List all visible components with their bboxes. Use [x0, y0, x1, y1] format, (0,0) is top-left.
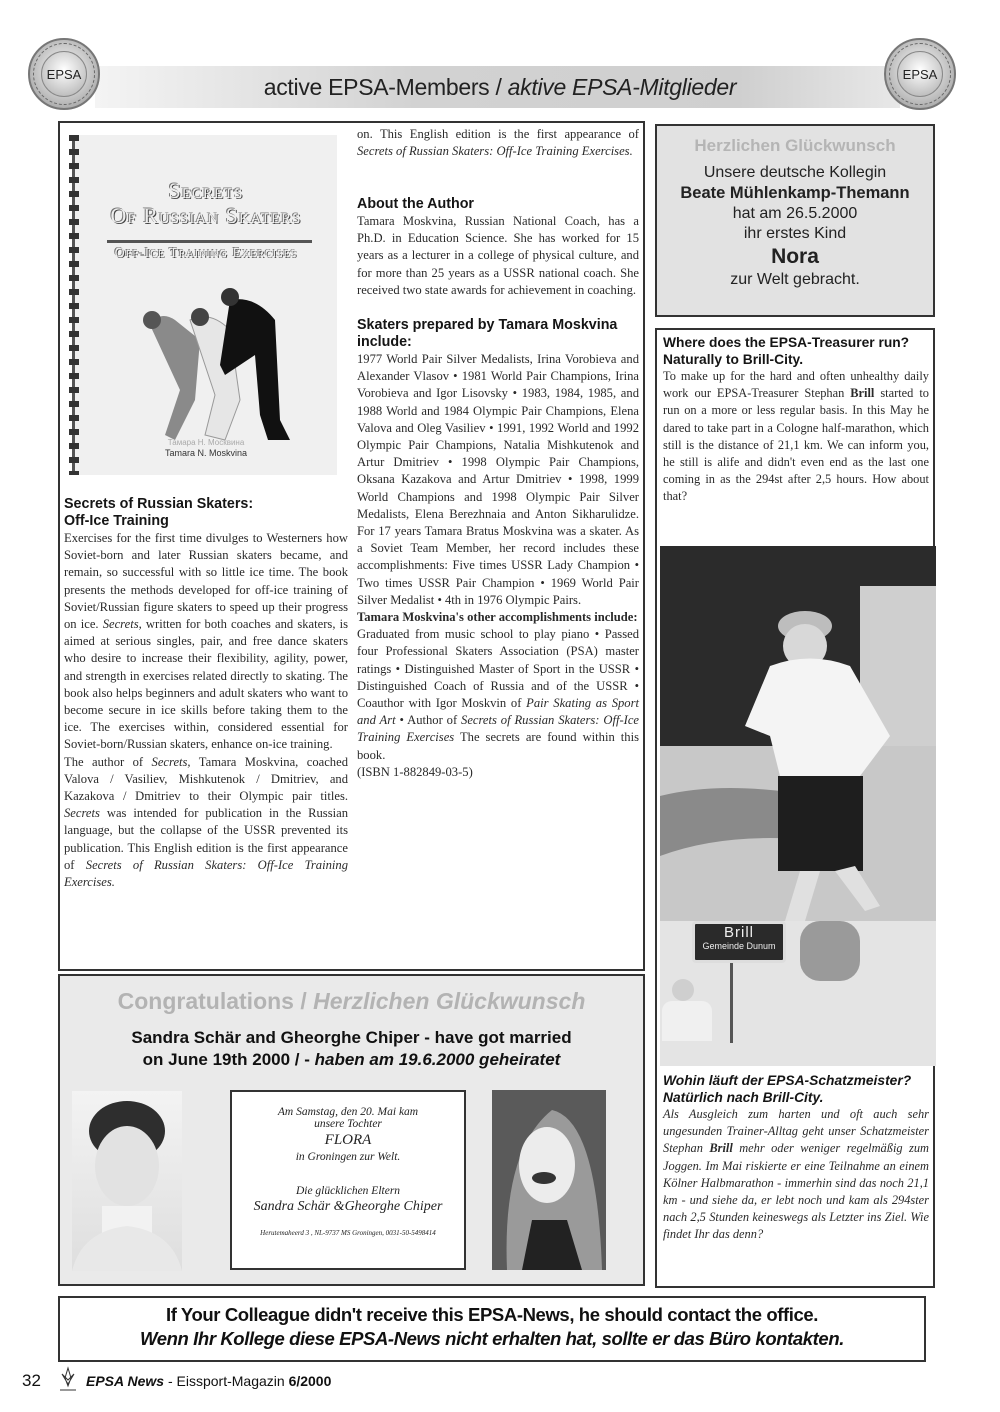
text: started to run on a more or less regular basis. In this May he dared to take part in a Cologne half-marathon, which still is the distance of 21,1 km. We can inform you, he still is alife and didn't even end as the last one coming in as the 294st after 2,5 hours. How about that?: [663, 386, 929, 504]
runner-shoe: [800, 921, 860, 981]
text-bold: Brill: [850, 386, 875, 401]
sign-town-name: Brill: [724, 924, 754, 941]
text: The secrets are found within this book.: [357, 730, 639, 762]
other-text: [357, 626, 639, 764]
text: The author of: [64, 754, 152, 769]
bride-photo-image: [492, 1090, 606, 1270]
birth-notice-line3: ihr erstes Kind: [743, 225, 847, 242]
book-heading-line1: Secrets of Russian Skaters:: [64, 496, 254, 512]
page-title-de: aktive EPSA-Mitglieder: [507, 74, 737, 100]
cover-title-line1: Secrets: [168, 178, 244, 203]
wedding-line2-de: haben am 19.6.2000 geheiratet: [314, 1050, 561, 1069]
cover-subtitle: Off-Ice Training Exercises: [114, 246, 298, 261]
skaters-heading: Skaters prepared by Tamara Moskvina include:: [357, 317, 618, 351]
birth-card-line2: unsere Tochter: [314, 1118, 382, 1130]
book-cover-image: [72, 135, 337, 475]
publication-sep: - Eissport-Magazin: [164, 1373, 289, 1389]
page-number: 32: [22, 1371, 41, 1390]
text-italic: Secrets of Russian Skaters: Off-Ice Training Exercises.: [64, 857, 348, 890]
wedding-line2: [60, 1050, 643, 1070]
sign-municipality: Gemeinde Dunum: [702, 941, 776, 951]
person-body: [662, 1001, 712, 1041]
book-article-col2: [357, 126, 639, 781]
text: was intended for publication in the Russian language, but the collapse of the USSR prevented its publication. This English edition is the first appearance of: [64, 806, 348, 872]
cover-author-cyrillic: Тамара Н. Москвина: [167, 438, 245, 447]
text: Exercises for the first time divulges to Westerners how Soviet-born and later Russian skaters became, and remain, so successful with so little ice time. The book presents the methods developed for off-ice training of Soviet/Russian figure skaters to speed up their progress on ice.: [64, 531, 348, 632]
groom-photo: [72, 1091, 182, 1271]
isbn: (ISBN 1-882849-03-5): [357, 764, 473, 779]
bride-photo: [492, 1090, 606, 1270]
birth-notice-child: Nora: [771, 245, 819, 268]
book-continuation: on. This English edition is the first appearance of Secrets of Russian Skaters: Off-Ice Training Exercises.: [357, 127, 639, 159]
wedding-line2-en: on June 19th 2000 / -: [142, 1050, 315, 1069]
book-intro-paragraph: [64, 530, 348, 754]
cover-author: Tamara N. Moskvina: [164, 448, 248, 458]
book-heading-line2: Off-Ice Training: [64, 513, 169, 529]
cover-title-line2: Of Russian Skaters: [110, 203, 302, 228]
treasurer-heading-de: Wohin läuft der EPSA-Schatzmeister? Natürlich nach Brill-City.: [663, 1073, 912, 1105]
brill-sign-photo: [660, 921, 936, 1066]
birth-notice-line1: Unsere deutsche Kollegin: [703, 164, 887, 181]
about-heading: About the Author: [357, 196, 474, 212]
birth-card-parents: Sandra Schär &Gheorghe Chiper: [253, 1199, 443, 1214]
footer-notice-en: If Your Colleague didn't receive this EPSA-News, he should contact the office.: [166, 1304, 818, 1325]
book-author-paragraph: [64, 754, 348, 890]
text: mehr oder weniger regelmäßig zum Joggen. Im Mai riskierte er eine Teilnahme an einem Kölner Halbmarathon - immerhin sind das noch 21,1 km - und siehe da, er lebt noch und kam als 294ster nach 2,5 Stunden keineswegs als Letzter ins Ziel. Wie findet Ihr das denn?: [663, 1141, 929, 1242]
groom-photo-image: [72, 1091, 182, 1271]
page-title: [0, 74, 1000, 101]
treasurer-article-en: [663, 334, 929, 506]
runner-photo: [660, 546, 936, 921]
treasurer-text: [663, 368, 929, 506]
text-italic: Secrets,: [102, 617, 142, 632]
book-article-col1: [64, 496, 349, 890]
footer-notice-box: [58, 1296, 926, 1362]
text: Als Ausgleich zum harten und oft auch sehr ungesunden Trainer-Alltag geht unser Schatzmeister Stephan: [663, 1107, 929, 1156]
wedding-heading-de: Herzlichen Glückwunsch: [313, 988, 586, 1014]
birth-card-line3: in Groningen zur Welt.: [295, 1151, 401, 1163]
page-title-en: active EPSA-Members /: [263, 74, 508, 100]
treasurer-article-de: [663, 1072, 929, 1244]
text: written for both coaches and skaters, is aimed at serious singles, pair, and free dance skaters who desire to increase their flexibility, agility, power, and strength in exercises related directly to skating. The book also helps beginners and adult skaters who want to become secure in ice skills before taking them to the ice. The exercises within, considered essential for Soviet-born/Russian skaters, enhance on-ice training.: [64, 617, 349, 752]
cover-rule: [107, 240, 312, 243]
publication-name: EPSA News: [86, 1373, 165, 1389]
text-italic: Secrets of Russian Skaters: Off-Ice Training Exercises: [357, 713, 640, 745]
skaters-text: 1977 World Pair Silver Medalists, Irina Vorobieva and Alexander Vlasov • 1981 World Pair Champions, Irina Vorobieva and Igor Lisovsky • 1983, 1984, 1985, and 1988 World and 1984 Olympic Pair Champions, Elena Valova and Oleg Vasiliev • 1991, 1992 World and 1992 Olympic Pair Champions, Natalia Mishkutenok and Artur Dmitriev • 1998 Olympic Pair Champions, Oksana Kazakova and Artur Dmitriev • 1998, 1999 World Champions and 1998 Olympic Pair Silver Medalists, Elena Berezhnaia and Anton Sikharulidze. For 17 years Tamara Bratus Moskvina was a skater. As a Soviet Team Member, her record includes these accomplishments: Five times USSR Lady Champion • Two times USSR Pair Champion • 1969 World Pair Silver Medalist • 4th in 1976 Olympic Pairs.: [357, 352, 639, 607]
wedding-line1: Sandra Schär and Gheorghe Chiper - have got married: [131, 1028, 572, 1047]
text-italic: Pair Skating as Sport and Art: [357, 696, 639, 728]
birth-notice-line4: zur Welt gebracht.: [730, 271, 860, 288]
logo-text: EPSA: [41, 51, 87, 97]
text-italic: Secrets,: [151, 754, 191, 769]
text-italic: Secrets: [64, 806, 100, 821]
publication-issue: 6/2000: [288, 1373, 332, 1389]
footer-notice-de: Wenn Ihr Kollege diese EPSA-News nicht erhalten hat, sollte er das Büro kontakten.: [140, 1328, 844, 1349]
treasurer-heading: Where does the EPSA-Treasurer run? Naturally to Brill-City.: [663, 335, 910, 367]
text: • Author of: [395, 713, 462, 728]
publication-line: [86, 1373, 331, 1389]
birth-card: [230, 1090, 466, 1270]
birth-card-address: Herutemaheerd 3 , NL-9737 MS Groningen, 0031-50-5498414: [260, 1229, 436, 1237]
text: To make up for the hard and often unhealthy daily work our EPSA-Treasurer Stephan: [663, 369, 929, 401]
wedding-box: [58, 974, 645, 1286]
about-text: Tamara Moskvina, Russian National Coach, has a Ph.D. in Education Science. She has worked for 15 years as a lecturer in a college of physical culture, and for more than 25 years as a USSR national coach. She received two state awards for achievement in coaching.: [357, 214, 639, 297]
town-sign: [692, 921, 786, 963]
birth-card-name: FLORA: [324, 1132, 372, 1148]
wedding-heading: [60, 988, 643, 1015]
birth-notice-box: [655, 124, 935, 317]
text-italic: Secrets of Russian Skaters: Off-Ice Training Exercises.: [357, 144, 633, 159]
birth-card-line1: Am Samstag, den 20. Mai kam: [277, 1106, 419, 1118]
runner-photo-image: [660, 546, 936, 921]
treasurer-text-de: [663, 1106, 929, 1244]
sign-post: [730, 963, 733, 1043]
person-head: [672, 979, 694, 1001]
birth-notice-date: hat am 26.5.2000: [732, 205, 858, 222]
birth-card-line4: Die glücklichen Eltern: [295, 1185, 401, 1197]
skater-logo-icon: [56, 1366, 80, 1394]
logo-text: EPSA: [897, 51, 943, 97]
text: Tamara Moskvina, coached Valova / Vasiliev, Mishkutenok / Dmitriev, and Kazakova / Dmitriev to their Olympic pair titles.: [64, 754, 348, 804]
text-bold: Brill: [709, 1141, 733, 1156]
text: Graduated from music school to play piano • Passed four Professional Skaters Association (PSA) master ratings • Distinguished Master of Sport in the USSR • Distinguished Coach of Russia and of the USSR • Coauthor with Igor Moskvin of: [357, 627, 639, 711]
other-heading: Tamara Moskvina's other accomplishments include:: [357, 610, 638, 625]
skaters-figure-image: [130, 285, 310, 445]
wedding-heading-en: Congratulations /: [117, 988, 314, 1014]
birth-notice-name: Beate Mühlenkamp-Themann: [680, 184, 910, 202]
birth-notice-heading: Herzlichen Glückwunsch: [694, 136, 896, 155]
